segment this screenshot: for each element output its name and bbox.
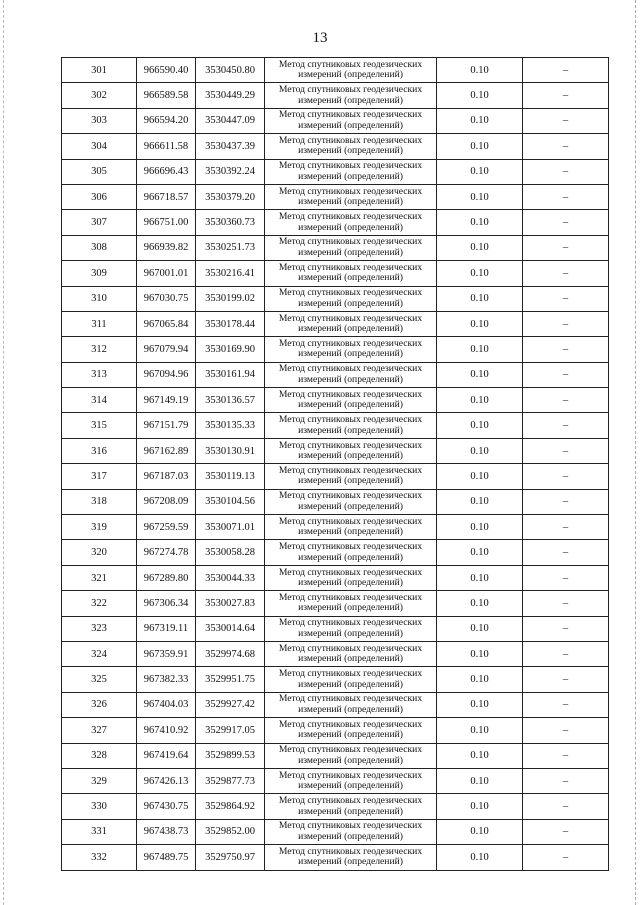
table-row: [62, 489, 609, 514]
x-coordinate-cell: 967065.84: [137, 311, 196, 336]
table-row: [62, 388, 609, 413]
point-number-cell: 324: [62, 641, 137, 666]
note-cell: –: [523, 667, 609, 692]
y-coordinate-cell: 3530216.41: [196, 261, 265, 286]
note-cell: –: [523, 692, 609, 717]
accuracy-cell: 0.10: [437, 159, 523, 184]
y-coordinate-cell: 3529899.53: [196, 743, 265, 768]
point-number-cell: 312: [62, 337, 137, 362]
x-coordinate-cell: 967404.03: [137, 692, 196, 717]
note-cell: –: [523, 845, 609, 870]
table-row: [62, 565, 609, 590]
note-cell: –: [523, 362, 609, 387]
method-cell: Метод спутниковых геодезических измерений (определений): [265, 718, 437, 743]
point-number-cell: 332: [62, 845, 137, 870]
method-cell: Метод спутниковых геодезических измерений (определений): [265, 616, 437, 641]
note-cell: –: [523, 388, 609, 413]
note-cell: –: [523, 83, 609, 108]
accuracy-cell: 0.10: [437, 819, 523, 844]
method-cell: Метод спутниковых геодезических измерений (определений): [265, 134, 437, 159]
note-cell: –: [523, 819, 609, 844]
y-coordinate-cell: 3530437.39: [196, 134, 265, 159]
note-cell: –: [523, 794, 609, 819]
x-coordinate-cell: 967319.11: [137, 616, 196, 641]
y-coordinate-cell: 3530199.02: [196, 286, 265, 311]
point-number-cell: 318: [62, 489, 137, 514]
note-cell: –: [523, 616, 609, 641]
method-cell: Метод спутниковых геодезических измерений (определений): [265, 362, 437, 387]
x-coordinate-cell: 967419.64: [137, 743, 196, 768]
accuracy-cell: 0.10: [437, 311, 523, 336]
x-coordinate-cell: 966594.20: [137, 108, 196, 133]
accuracy-cell: 0.10: [437, 210, 523, 235]
accuracy-cell: 0.10: [437, 83, 523, 108]
accuracy-cell: 0.10: [437, 768, 523, 793]
table-row: [62, 413, 609, 438]
note-cell: –: [523, 134, 609, 159]
table-row: [62, 58, 609, 83]
x-coordinate-cell: 967162.89: [137, 438, 196, 463]
x-coordinate-cell: 967030.75: [137, 286, 196, 311]
x-coordinate-cell: 967149.19: [137, 388, 196, 413]
point-number-cell: 306: [62, 184, 137, 209]
table-row: [62, 616, 609, 641]
method-cell: Метод спутниковых геодезических измерений (определений): [265, 540, 437, 565]
point-number-cell: 303: [62, 108, 137, 133]
y-coordinate-cell: 3529750.97: [196, 845, 265, 870]
method-cell: Метод спутниковых геодезических измерений (определений): [265, 235, 437, 260]
x-coordinate-cell: 966611.58: [137, 134, 196, 159]
point-number-cell: 329: [62, 768, 137, 793]
x-coordinate-cell: 967094.96: [137, 362, 196, 387]
y-coordinate-cell: 3530071.01: [196, 515, 265, 540]
x-coordinate-cell: 967151.79: [137, 413, 196, 438]
accuracy-cell: 0.10: [437, 58, 523, 83]
note-cell: –: [523, 235, 609, 260]
accuracy-cell: 0.10: [437, 845, 523, 870]
x-coordinate-cell: 967359.91: [137, 641, 196, 666]
table-row: [62, 692, 609, 717]
table-row: [62, 743, 609, 768]
x-coordinate-cell: 966751.00: [137, 210, 196, 235]
accuracy-cell: 0.10: [437, 692, 523, 717]
method-cell: Метод спутниковых геодезических измерений (определений): [265, 58, 437, 83]
x-coordinate-cell: 967382.33: [137, 667, 196, 692]
accuracy-cell: 0.10: [437, 134, 523, 159]
x-coordinate-cell: 967274.78: [137, 540, 196, 565]
table-row: [62, 159, 609, 184]
y-coordinate-cell: 3530251.73: [196, 235, 265, 260]
table-row: [62, 235, 609, 260]
point-number-cell: 320: [62, 540, 137, 565]
accuracy-cell: 0.10: [437, 286, 523, 311]
x-coordinate-cell: 967489.75: [137, 845, 196, 870]
note-cell: –: [523, 184, 609, 209]
accuracy-cell: 0.10: [437, 641, 523, 666]
point-number-cell: 326: [62, 692, 137, 717]
point-number-cell: 321: [62, 565, 137, 590]
point-number-cell: 317: [62, 464, 137, 489]
point-number-cell: 308: [62, 235, 137, 260]
method-cell: Метод спутниковых геодезических измерений (определений): [265, 261, 437, 286]
accuracy-cell: 0.10: [437, 413, 523, 438]
x-coordinate-cell: 967208.09: [137, 489, 196, 514]
x-coordinate-cell: 966939.82: [137, 235, 196, 260]
x-coordinate-cell: 967410.92: [137, 718, 196, 743]
y-coordinate-cell: 3530136.57: [196, 388, 265, 413]
y-coordinate-cell: 3530130.91: [196, 438, 265, 463]
y-coordinate-cell: 3530119.13: [196, 464, 265, 489]
table-row: [62, 794, 609, 819]
y-coordinate-cell: 3529852.00: [196, 819, 265, 844]
note-cell: –: [523, 540, 609, 565]
y-coordinate-cell: 3529927.42: [196, 692, 265, 717]
table-row: [62, 184, 609, 209]
x-coordinate-cell: 967187.03: [137, 464, 196, 489]
note-cell: –: [523, 108, 609, 133]
accuracy-cell: 0.10: [437, 540, 523, 565]
method-cell: Метод спутниковых геодезических измерений (определений): [265, 845, 437, 870]
table-row: [62, 286, 609, 311]
y-coordinate-cell: 3530058.28: [196, 540, 265, 565]
method-cell: Метод спутниковых геодезических измерений (определений): [265, 413, 437, 438]
table-row: [62, 540, 609, 565]
note-cell: –: [523, 413, 609, 438]
method-cell: Метод спутниковых геодезических измерений (определений): [265, 286, 437, 311]
x-coordinate-cell: 966718.57: [137, 184, 196, 209]
point-number-cell: 322: [62, 591, 137, 616]
table-row: [62, 134, 609, 159]
method-cell: Метод спутниковых геодезических измерений (определений): [265, 641, 437, 666]
point-number-cell: 315: [62, 413, 137, 438]
method-cell: Метод спутниковых геодезических измерений (определений): [265, 108, 437, 133]
method-cell: Метод спутниковых геодезических измерений (определений): [265, 210, 437, 235]
method-cell: Метод спутниковых геодезических измерений (определений): [265, 692, 437, 717]
x-coordinate-cell: 966590.40: [137, 58, 196, 83]
y-coordinate-cell: 3530044.33: [196, 565, 265, 590]
method-cell: Метод спутниковых геодезических измерений (определений): [265, 768, 437, 793]
method-cell: Метод спутниковых геодезических измерений (определений): [265, 184, 437, 209]
table-row: [62, 337, 609, 362]
x-coordinate-cell: 967438.73: [137, 819, 196, 844]
point-number-cell: 325: [62, 667, 137, 692]
note-cell: –: [523, 159, 609, 184]
y-coordinate-cell: 3529877.73: [196, 768, 265, 793]
point-number-cell: 311: [62, 311, 137, 336]
method-cell: Метод спутниковых геодезических измерений (определений): [265, 311, 437, 336]
accuracy-cell: 0.10: [437, 515, 523, 540]
method-cell: Метод спутниковых геодезических измерений (определений): [265, 743, 437, 768]
method-cell: Метод спутниковых геодезических измерений (определений): [265, 337, 437, 362]
point-number-cell: 331: [62, 819, 137, 844]
y-coordinate-cell: 3530392.24: [196, 159, 265, 184]
y-coordinate-cell: 3530135.33: [196, 413, 265, 438]
y-coordinate-cell: 3529917.05: [196, 718, 265, 743]
accuracy-cell: 0.10: [437, 108, 523, 133]
method-cell: Метод спутниковых геодезических измерений (определений): [265, 489, 437, 514]
accuracy-cell: 0.10: [437, 235, 523, 260]
note-cell: –: [523, 718, 609, 743]
point-number-cell: 330: [62, 794, 137, 819]
note-cell: –: [523, 768, 609, 793]
x-coordinate-cell: 967079.94: [137, 337, 196, 362]
point-number-cell: 302: [62, 83, 137, 108]
accuracy-cell: 0.10: [437, 718, 523, 743]
note-cell: –: [523, 515, 609, 540]
point-number-cell: 328: [62, 743, 137, 768]
x-coordinate-cell: 967001.01: [137, 261, 196, 286]
table-row: [62, 667, 609, 692]
table-row: [62, 438, 609, 463]
table-row: [62, 515, 609, 540]
table-body: [62, 58, 609, 871]
table-row: [62, 718, 609, 743]
method-cell: Метод спутниковых геодезических измерений (определений): [265, 83, 437, 108]
accuracy-cell: 0.10: [437, 261, 523, 286]
y-coordinate-cell: 3530104.56: [196, 489, 265, 514]
table-row: [62, 845, 609, 870]
scan-edge-right: [635, 0, 637, 905]
y-coordinate-cell: 3530169.90: [196, 337, 265, 362]
table-row: [62, 768, 609, 793]
method-cell: Метод спутниковых геодезических измерений (определений): [265, 388, 437, 413]
table-row: [62, 641, 609, 666]
note-cell: –: [523, 438, 609, 463]
point-number-cell: 316: [62, 438, 137, 463]
point-number-cell: 301: [62, 58, 137, 83]
method-cell: Метод спутниковых геодезических измерений (определений): [265, 464, 437, 489]
point-number-cell: 314: [62, 388, 137, 413]
y-coordinate-cell: 3530027.83: [196, 591, 265, 616]
y-coordinate-cell: 3530449.29: [196, 83, 265, 108]
point-number-cell: 323: [62, 616, 137, 641]
x-coordinate-cell: 967430.75: [137, 794, 196, 819]
x-coordinate-cell: 967289.80: [137, 565, 196, 590]
note-cell: –: [523, 286, 609, 311]
table-row: [62, 210, 609, 235]
method-cell: Метод спутниковых геодезических измерений (определений): [265, 667, 437, 692]
table-row: [62, 311, 609, 336]
accuracy-cell: 0.10: [437, 388, 523, 413]
note-cell: –: [523, 489, 609, 514]
note-cell: –: [523, 743, 609, 768]
y-coordinate-cell: 3529951.75: [196, 667, 265, 692]
method-cell: Метод спутниковых геодезических измерений (определений): [265, 794, 437, 819]
scan-edge-left: [3, 0, 5, 905]
accuracy-cell: 0.10: [437, 489, 523, 514]
point-number-cell: 310: [62, 286, 137, 311]
accuracy-cell: 0.10: [437, 362, 523, 387]
method-cell: Метод спутниковых геодезических измерений (определений): [265, 515, 437, 540]
note-cell: –: [523, 641, 609, 666]
y-coordinate-cell: 3529864.92: [196, 794, 265, 819]
point-number-cell: 327: [62, 718, 137, 743]
x-coordinate-cell: 967426.13: [137, 768, 196, 793]
accuracy-cell: 0.10: [437, 438, 523, 463]
table-row: [62, 362, 609, 387]
x-coordinate-cell: 966589.58: [137, 83, 196, 108]
table-row: [62, 591, 609, 616]
point-number-cell: 319: [62, 515, 137, 540]
y-coordinate-cell: 3530178.44: [196, 311, 265, 336]
x-coordinate-cell: 966696.43: [137, 159, 196, 184]
point-number-cell: 305: [62, 159, 137, 184]
y-coordinate-cell: 3530360.73: [196, 210, 265, 235]
table-row: [62, 819, 609, 844]
note-cell: –: [523, 591, 609, 616]
accuracy-cell: 0.10: [437, 337, 523, 362]
note-cell: –: [523, 261, 609, 286]
table-row: [62, 108, 609, 133]
accuracy-cell: 0.10: [437, 794, 523, 819]
method-cell: Метод спутниковых геодезических измерений (определений): [265, 591, 437, 616]
page-number: 13: [312, 30, 328, 46]
note-cell: –: [523, 464, 609, 489]
accuracy-cell: 0.10: [437, 743, 523, 768]
table-row: [62, 83, 609, 108]
point-number-cell: 307: [62, 210, 137, 235]
y-coordinate-cell: 3530447.09: [196, 108, 265, 133]
y-coordinate-cell: 3530450.80: [196, 58, 265, 83]
note-cell: –: [523, 311, 609, 336]
accuracy-cell: 0.10: [437, 591, 523, 616]
point-number-cell: 309: [62, 261, 137, 286]
accuracy-cell: 0.10: [437, 464, 523, 489]
note-cell: –: [523, 337, 609, 362]
coordinates-table: [61, 57, 609, 871]
table-row: [62, 261, 609, 286]
note-cell: –: [523, 58, 609, 83]
note-cell: –: [523, 565, 609, 590]
method-cell: Метод спутниковых геодезических измерений (определений): [265, 565, 437, 590]
method-cell: Метод спутниковых геодезических измерений (определений): [265, 159, 437, 184]
accuracy-cell: 0.10: [437, 184, 523, 209]
point-number-cell: 304: [62, 134, 137, 159]
point-number-cell: 313: [62, 362, 137, 387]
method-cell: Метод спутниковых геодезических измерений (определений): [265, 819, 437, 844]
y-coordinate-cell: 3529974.68: [196, 641, 265, 666]
x-coordinate-cell: 967306.34: [137, 591, 196, 616]
y-coordinate-cell: 3530014.64: [196, 616, 265, 641]
coordinates-table-wrapper: [61, 57, 609, 871]
y-coordinate-cell: 3530161.94: [196, 362, 265, 387]
y-coordinate-cell: 3530379.20: [196, 184, 265, 209]
x-coordinate-cell: 967259.59: [137, 515, 196, 540]
accuracy-cell: 0.10: [437, 667, 523, 692]
table-row: [62, 464, 609, 489]
note-cell: –: [523, 210, 609, 235]
accuracy-cell: 0.10: [437, 616, 523, 641]
method-cell: Метод спутниковых геодезических измерений (определений): [265, 438, 437, 463]
accuracy-cell: 0.10: [437, 565, 523, 590]
